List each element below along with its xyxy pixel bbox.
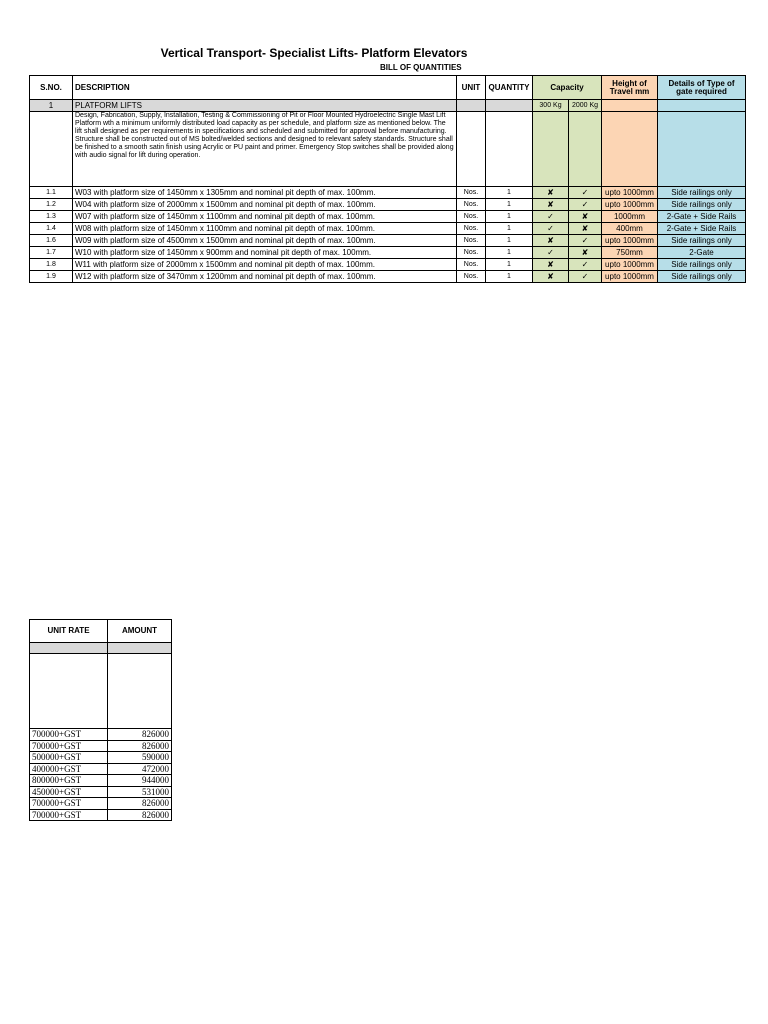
item-unit: Nos. (457, 187, 486, 199)
item-description: W08 with platform size of 1450mm x 1100mm and nominal pit depth of max. 100mm. (73, 223, 457, 235)
amount-cell: 944000 (108, 775, 172, 787)
rate-row (30, 798, 172, 810)
amount-cell: 472000 (108, 763, 172, 775)
item-description: W07 with platform size of 1450mm x 1100mm and nominal pit depth of max. 100mm. (73, 211, 457, 223)
item-height: upto 1000mm (602, 187, 658, 199)
header-height: Height of Travel mm (602, 76, 658, 100)
item-sno: 1.3 (30, 211, 73, 223)
rate-row (30, 752, 172, 764)
amount-cell: 826000 (108, 798, 172, 810)
item-quantity: 1 (486, 235, 533, 247)
item-quantity: 1 (486, 211, 533, 223)
item-unit: Nos. (457, 199, 486, 211)
section-sno: 1 (30, 100, 73, 112)
item-sno: 1.6 (30, 235, 73, 247)
item-unit: Nos. (457, 211, 486, 223)
item-gate: Side railings only (658, 199, 746, 211)
rate-row (30, 729, 172, 741)
header-description: DESCRIPTION (73, 76, 457, 100)
item-gate: 2-Gate + Side Rails (658, 211, 746, 223)
item-gate: Side railings only (658, 259, 746, 271)
item-gate: Side railings only (658, 235, 746, 247)
item-description: W09 with platform size of 4500mm x 1500mm and nominal pit depth of max. 100mm. (73, 235, 457, 247)
item-height: 1000mm (602, 211, 658, 223)
item-sno: 1.8 (30, 259, 73, 271)
item-height: upto 1000mm (602, 199, 658, 211)
amount-cell: 826000 (108, 729, 172, 741)
item-unit: Nos. (457, 223, 486, 235)
table-row (30, 211, 746, 223)
item-quantity: 1 (486, 247, 533, 259)
table-row (30, 199, 746, 211)
item-gate: Side railings only (658, 271, 746, 283)
table-row (30, 271, 746, 283)
item-sno: 1.9 (30, 271, 73, 283)
capacity-300-mark: ✓ (533, 211, 569, 223)
item-height: 400mm (602, 223, 658, 235)
unit-rate-cell: 700000+GST (30, 740, 108, 752)
item-gate: 2-Gate (658, 247, 746, 259)
capacity-300-mark: ✓ (533, 247, 569, 259)
unit-rate-cell: 400000+GST (30, 763, 108, 775)
header-unit: UNIT (457, 76, 486, 100)
table-row (30, 247, 746, 259)
rate-row (30, 775, 172, 787)
capacity-2000-mark: ✓ (569, 199, 602, 211)
item-sno: 1.4 (30, 223, 73, 235)
capacity-2000-mark: ✘ (569, 223, 602, 235)
header-sno: S.NO. (30, 76, 73, 100)
capacity-2000-label: 2000 Kg (569, 100, 602, 112)
item-gate: 2-Gate + Side Rails (658, 223, 746, 235)
rate-row (30, 786, 172, 798)
amount-cell: 531000 (108, 786, 172, 798)
amount-cell: 826000 (108, 740, 172, 752)
table-row (30, 235, 746, 247)
item-sno: 1.2 (30, 199, 73, 211)
unit-rate-cell: 500000+GST (30, 752, 108, 764)
item-description: W11 with platform size of 2000mm x 1500mm and nominal pit depth of max. 100mm. (73, 259, 457, 271)
item-sno: 1.1 (30, 187, 73, 199)
header-gate: Details of Type of gate required (658, 76, 746, 100)
capacity-300-mark: ✘ (533, 235, 569, 247)
capacity-300-label: 300 Kg (533, 100, 569, 112)
capacity-2000-mark: ✓ (569, 235, 602, 247)
capacity-2000-mark: ✘ (569, 247, 602, 259)
capacity-300-mark: ✘ (533, 259, 569, 271)
amount-cell: 590000 (108, 752, 172, 764)
item-height: upto 1000mm (602, 271, 658, 283)
item-quantity: 1 (486, 271, 533, 283)
item-height: upto 1000mm (602, 259, 658, 271)
capacity-300-mark: ✘ (533, 199, 569, 211)
rates-table (29, 619, 172, 821)
capacity-2000-mark: ✘ (569, 211, 602, 223)
item-gate: Side railings only (658, 187, 746, 199)
item-description: W03 with platform size of 1450mm x 1305mm and nominal pit depth of max. 100mm. (73, 187, 457, 199)
table-row (30, 259, 746, 271)
item-unit: Nos. (457, 235, 486, 247)
header-amount: AMOUNT (108, 620, 172, 643)
section-title: PLATFORM LIFTS (73, 100, 457, 112)
item-quantity: 1 (486, 259, 533, 271)
rate-row (30, 809, 172, 821)
unit-rate-cell: 800000+GST (30, 775, 108, 787)
amount-cell: 826000 (108, 809, 172, 821)
capacity-2000-mark: ✓ (569, 259, 602, 271)
unit-rate-cell: 450000+GST (30, 786, 108, 798)
section-description: Design, Fabrication, Supply, Installation, Testing & Commissioning of Pit or Floor Mounted Hydroelectric Single Mast Lift Platform wth a minimum uniformly distributed load capacity as per schedule, and platform size as mentioned below. The lift shall designed as per requirements in specifications and scheduled and submitted for approval before manufacturing. Structure shall be constructed out of MS bolted/welded sections and designed to relevant safety standards. Structure shall be finished to a smooth satin finish using Acrylic or PU paint and primer. Emergency Stop switches shall be provided along with audio signal for lift during operation. (73, 112, 457, 187)
item-height: 750mm (602, 247, 658, 259)
item-sno: 1.7 (30, 247, 73, 259)
unit-rate-cell: 700000+GST (30, 798, 108, 810)
rate-row (30, 740, 172, 752)
item-unit: Nos. (457, 247, 486, 259)
item-quantity: 1 (486, 199, 533, 211)
capacity-2000-mark: ✓ (569, 187, 602, 199)
item-unit: Nos. (457, 259, 486, 271)
unit-rate-cell: 700000+GST (30, 809, 108, 821)
item-description: W10 with platform size of 1450mm x 900mm and nominal pit depth of max. 100mm. (73, 247, 457, 259)
header-quantity: QUANTITY (486, 76, 533, 100)
header-unit-rate: UNIT RATE (30, 620, 108, 643)
item-unit: Nos. (457, 271, 486, 283)
capacity-300-mark: ✘ (533, 271, 569, 283)
document-title: Vertical Transport- Specialist Lifts- Platform Elevators (160, 46, 468, 60)
table-row (30, 187, 746, 199)
item-height: upto 1000mm (602, 235, 658, 247)
item-quantity: 1 (486, 223, 533, 235)
item-quantity: 1 (486, 187, 533, 199)
unit-rate-cell: 700000+GST (30, 729, 108, 741)
rate-row (30, 763, 172, 775)
bill-of-quantities-table (29, 75, 746, 283)
capacity-300-mark: ✘ (533, 187, 569, 199)
item-description: W04 with platform size of 2000mm x 1500mm and nominal pit depth of max. 100mm. (73, 199, 457, 211)
table-row (30, 223, 746, 235)
capacity-2000-mark: ✓ (569, 271, 602, 283)
document-subtitle: BILL OF QUANTITIES (380, 63, 462, 72)
header-capacity: Capacity (533, 76, 602, 100)
capacity-300-mark: ✓ (533, 223, 569, 235)
item-description: W12 with platform size of 3470mm x 1200mm and nominal pit depth of max. 100mm. (73, 271, 457, 283)
